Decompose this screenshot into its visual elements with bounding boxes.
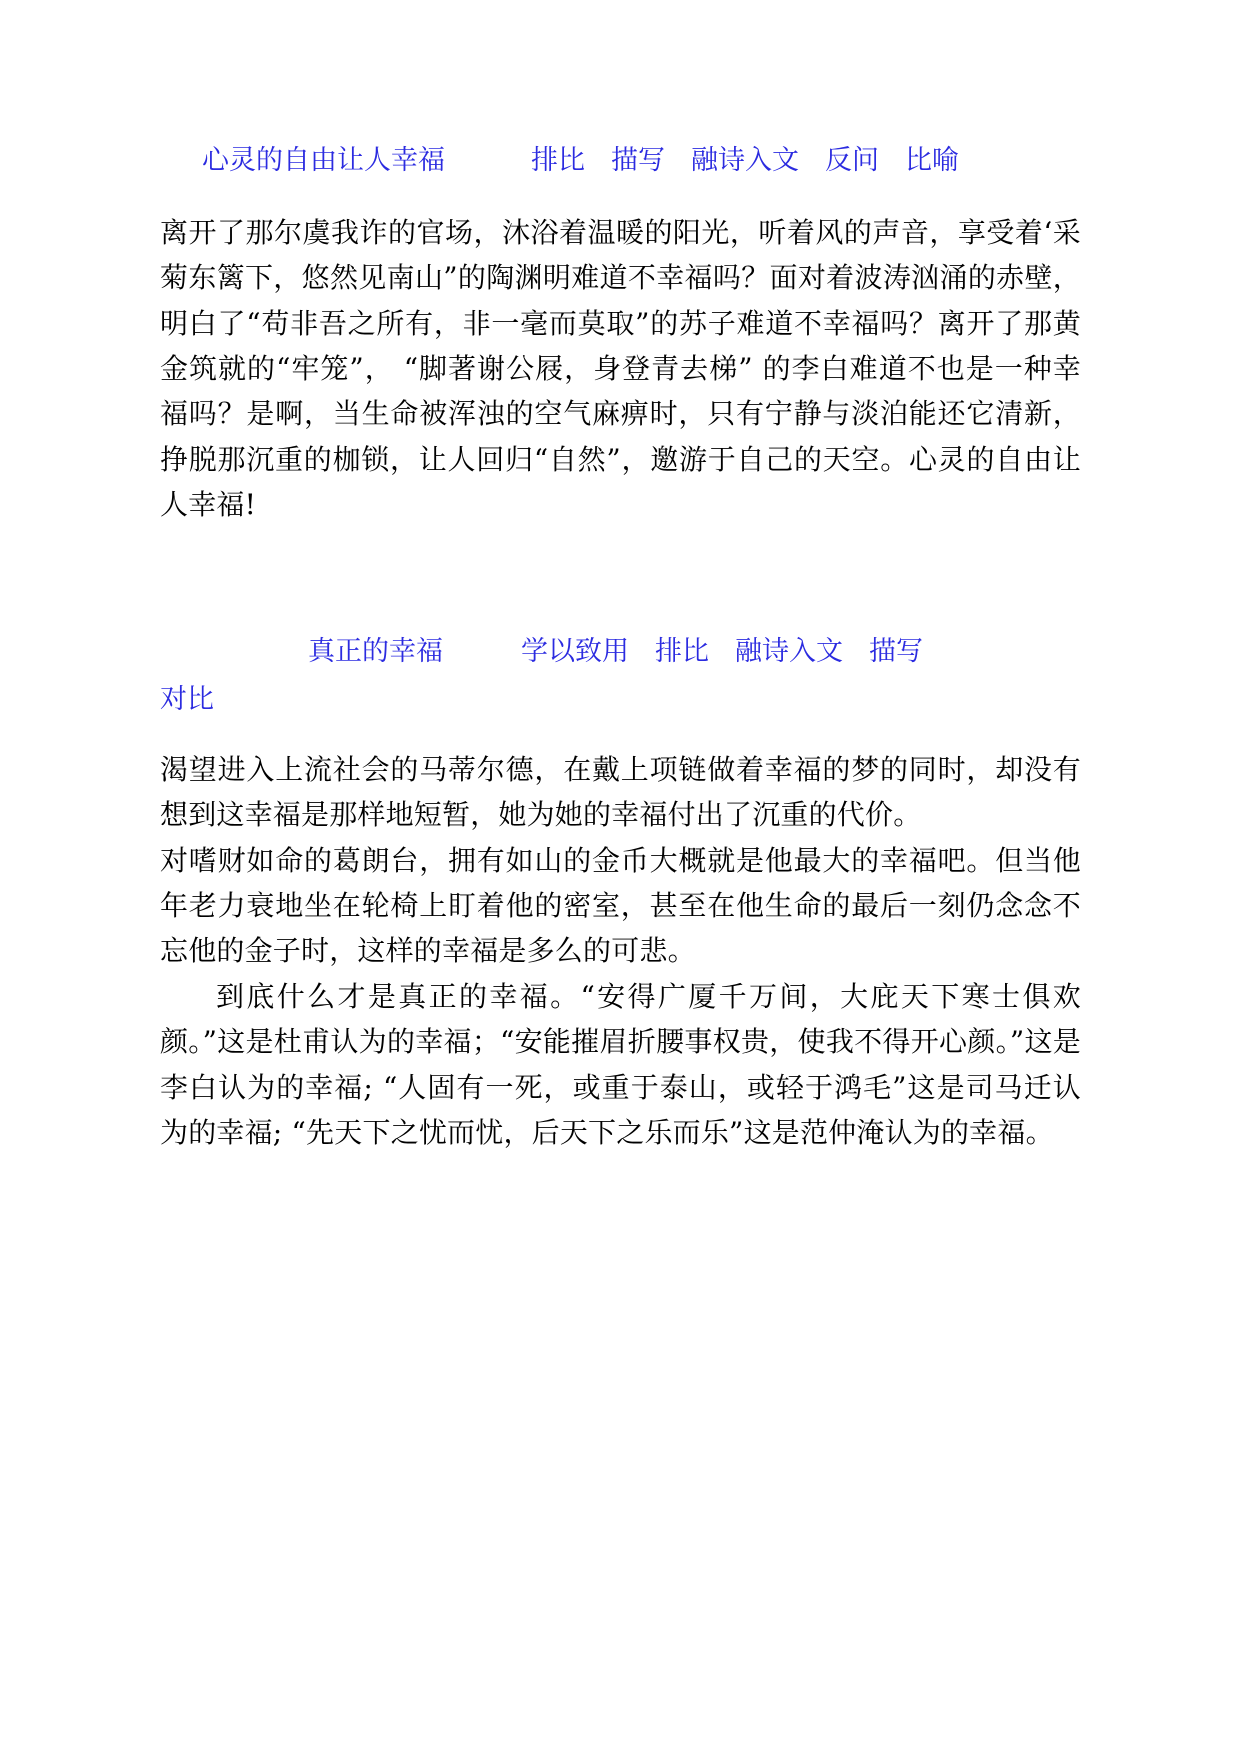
section2-tag-3: 描写 <box>869 636 923 668</box>
section1-tag-2: 融诗入文 <box>691 145 799 176</box>
section1-tag-0: 排比 <box>531 145 585 176</box>
section1-tag-1: 描写 <box>611 145 665 176</box>
section2-tag-1: 排比 <box>655 636 709 668</box>
section2-tag-0: 学以致用 <box>521 636 629 668</box>
section-spacer <box>160 527 1081 631</box>
section2-paragraph-2: 对嗜财如命的葛朗台，拥有如山的金币大概就是他最大的幸福吧。但当他年老力衰地坐在轮椅上盯着他的密室，甚至在他生命的最后一刻仍念念不忘他的金子时，这样的幸福是多么的可悲。 <box>160 843 1081 968</box>
section1-tag-3: 反问 <box>825 145 879 176</box>
section2-paragraph-1: 渴望进入上流社会的马蒂尔德，在戴上项链做着幸福的梦的同时，却没有想到这幸福是那样地短暂，她为她的幸福付出了沉重的代价。 <box>160 753 1081 832</box>
section1-tag-4: 比喻 <box>905 145 959 176</box>
section1-title: 心灵的自由让人幸福 <box>202 145 445 176</box>
section2-tag-overflow: 对比 <box>160 684 214 716</box>
section1-paragraph: 离开了那尔虞我诈的官场，沐浴着温暖的阳光，听着风的声音，享受着‘采菊东篱下，悠然见南山”的陶渊明难道不幸福吗？面对着波涛汹涌的赤壁，明白了“苟非吾之所有，非一毫而莫取”的苏子难道不幸福吗？离开了那黄金筑就的“牢笼”， “脚著谢公屐，身登青去梯” 的李白难道不也是一种幸福吗？是啊，当生命被浑浊的空气麻痹时，只有宁静与淡泊能还它清新，挣脱那沉重的枷锁，让人回归“自然”，邀游于自己的天空。心灵的自由让人幸福! <box>160 215 1081 521</box>
section2-paragraph-3: 到底什么才是真正的幸福。“安得广厦千万间，大庇天下寒士俱欢颜。”这是杜甫认为的幸福；“安能摧眉折腰事权贵，使我不得开心颜。”这是李白认为的幸福; “人固有一死，或重于泰山，或轻于鸿毛”这是司马迁认为的幸福; “先天下之忧而忧，后天下之乐而乐”这是范仲淹认为的幸福。 <box>160 979 1081 1149</box>
section2-title: 真正的幸福 <box>308 636 443 668</box>
section2-heading <box>160 631 1081 673</box>
section2-tag-2: 融诗入文 <box>735 636 843 668</box>
section1-heading <box>160 140 1081 182</box>
